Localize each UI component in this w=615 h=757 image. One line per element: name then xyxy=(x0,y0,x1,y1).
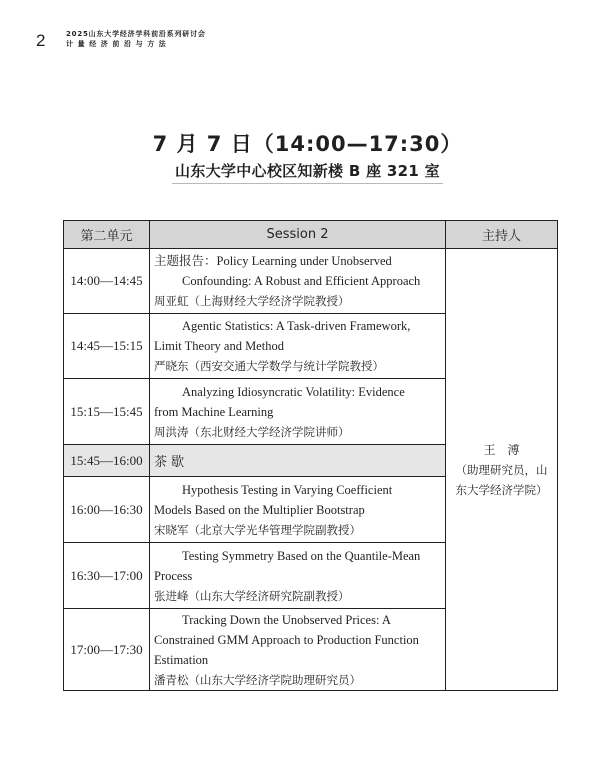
talk-title-line: Testing Symmetry Based on the Quantile-Mean xyxy=(182,548,421,563)
talk-cell xyxy=(150,477,446,543)
time-slot: 16:30—17:00 xyxy=(64,543,150,609)
talk-title-line: Tracking Down the Unobserved Prices: A xyxy=(182,612,391,627)
talk-title-line: Constrained GMM Approach to Production Function xyxy=(154,632,419,647)
speaker: 周亚虹（上海财经大学经济学院教授） xyxy=(154,294,350,308)
talk-title-line: Hypothesis Testing in Varying Coefficient xyxy=(182,482,393,497)
speaker: 潘青松（山东大学经济学院助理研究员） xyxy=(154,672,361,687)
table-header-row xyxy=(64,221,558,249)
speaker: 宋晓军（北京大学光华管理学院副教授） xyxy=(154,522,361,537)
talk-cell xyxy=(150,543,446,609)
time-slot: 15:45—16:00 xyxy=(64,445,150,477)
host-affiliation-line: 东大学经济学院） xyxy=(455,482,548,497)
talk-cell xyxy=(150,314,446,379)
talk-cell xyxy=(150,379,446,445)
session-date-title: 7 月 7 日（14:00—17:30） xyxy=(152,132,463,156)
talk-cell xyxy=(150,249,446,314)
header-session: Session 2 xyxy=(150,221,446,249)
time-slot: 16:00—16:30 xyxy=(64,477,150,543)
talk-title-line: Models Based on the Multiplier Bootstrap xyxy=(154,502,365,517)
time-slot: 14:45—15:15 xyxy=(64,314,150,379)
host-affiliation-line: （助理研究员，山 xyxy=(455,462,548,477)
host-cell xyxy=(446,249,558,691)
time-slot: 14:00—14:45 xyxy=(64,249,150,314)
talk-title-line: Confounding: A Robust and Efficient Approach xyxy=(182,274,421,288)
speaker: 张进峰（山东大学经济研究院副教授） xyxy=(154,588,350,603)
speaker: 严晓东（西安交通大学数学与统计学院教授） xyxy=(154,359,384,373)
talk-title-line: Estimation xyxy=(154,652,209,667)
talk-title-line: from Machine Learning xyxy=(154,404,274,419)
header-host: 主持人 xyxy=(446,221,558,249)
session-venue: 山东大学中心校区知新楼 B 座 321 室 xyxy=(175,162,440,180)
title-divider xyxy=(172,183,443,184)
speaker: 周洪涛（东北财经大学经济学院讲师） xyxy=(154,424,350,439)
header-unit: 第二单元 xyxy=(64,221,150,249)
schedule-table xyxy=(63,220,558,691)
header-series-title: 2025山东大学经济学科前沿系列研讨会 xyxy=(66,30,206,38)
talk-title-line: Analyzing Idiosyncratic Volatility: Evidence xyxy=(182,384,405,399)
talk-cell xyxy=(150,609,446,691)
table-row xyxy=(64,249,558,314)
time-slot: 17:00—17:30 xyxy=(64,609,150,691)
running-header-text xyxy=(66,29,206,49)
header-event-title: 计量经济前沿与方法 xyxy=(66,40,171,48)
host-name: 王 溥 xyxy=(483,442,520,457)
talk-title-line: Agentic Statistics: A Task-driven Framework, xyxy=(182,319,411,333)
tea-break-label: 茶 歇 xyxy=(150,445,446,477)
page-number: 2 xyxy=(36,31,46,50)
talk-title-line: Process xyxy=(154,568,193,583)
time-slot: 15:15—15:45 xyxy=(64,379,150,445)
talk-title-line: Limit Theory and Method xyxy=(154,339,284,353)
talk-title-line: 主题报告：Policy Learning under Unobserved xyxy=(154,254,392,268)
